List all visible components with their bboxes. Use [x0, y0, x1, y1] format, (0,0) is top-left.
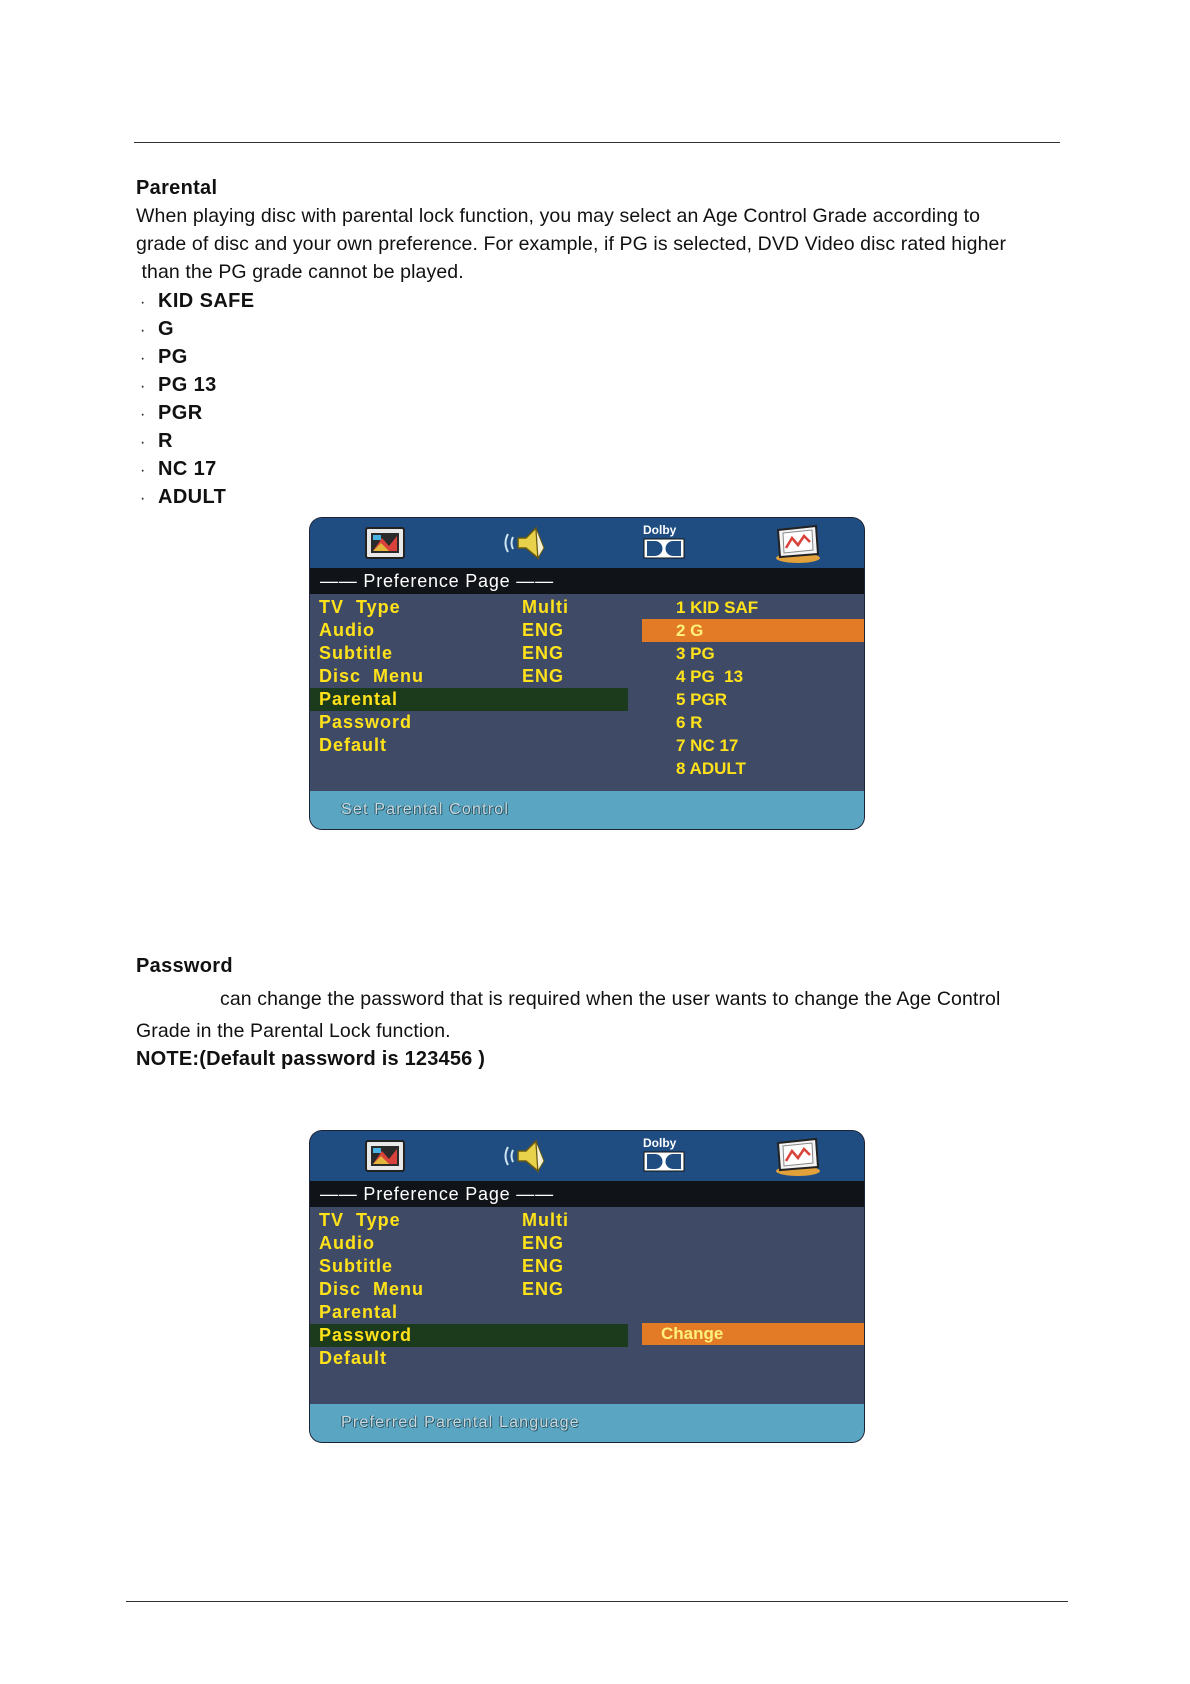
menu-item-label: Subtitle — [319, 1256, 393, 1276]
menu-item-label: TV Type — [319, 597, 401, 617]
menu-item-value: ENG — [522, 1279, 565, 1299]
grade-option-label: 3 PG — [676, 644, 715, 663]
menu-item-label: Disc Menu — [319, 1279, 425, 1299]
menu-item-label: Password — [319, 712, 413, 732]
menu-item-label: Subtitle — [319, 643, 393, 663]
grade-option-label: 8 ADULT — [676, 759, 746, 778]
grade-option-pg13[interactable] — [642, 665, 864, 688]
parental-menu-screenshot — [310, 518, 864, 829]
menu-item-label: Parental — [319, 1302, 399, 1322]
description-line: grade of disc and your own preference. For example, if PG is selected, DVD Video disc rated higher — [136, 233, 1007, 255]
menu-item-audio[interactable] — [310, 1232, 864, 1255]
menu-item-parental[interactable] — [310, 1301, 864, 1324]
grade-option-label: 5 PGR — [676, 690, 728, 709]
parental-heading: Parental — [136, 177, 218, 199]
menu-page-title: —— Preference Page —— — [310, 568, 864, 594]
grade-option-label: 1 KID SAF — [676, 598, 759, 617]
menu-item-label: Default — [319, 735, 388, 755]
menu-item-label: Parental — [319, 689, 399, 709]
default-password-note: NOTE:(Default password is 123456 ) — [136, 1048, 486, 1070]
menu-status-bar: Preferred Parental Language — [310, 1404, 864, 1442]
grade-option-nc17[interactable] — [642, 734, 864, 757]
grade-option-kid-safe[interactable] — [642, 596, 864, 619]
dolby-icon[interactable] — [642, 1136, 690, 1179]
grade-option-label: 2 G — [676, 621, 704, 640]
grade-option-pg[interactable] — [642, 642, 864, 665]
preference-icon[interactable] — [772, 1137, 824, 1182]
menu-item-value: Multi — [522, 1210, 569, 1230]
menu-item-label: Default — [319, 1348, 388, 1368]
grade-option-adult[interactable] — [642, 757, 864, 780]
grade-option-label: 6 R — [676, 713, 703, 732]
grade-item: · PG 13 — [140, 374, 217, 396]
grade-option-label: 7 NC 17 — [676, 736, 739, 755]
menu-item-disc-menu[interactable] — [310, 1278, 864, 1301]
menu-icon-bar — [310, 1131, 864, 1181]
menu-item-subtitle[interactable] — [310, 1255, 864, 1278]
dolby-label: Dolby — [643, 523, 677, 537]
description-line: can change the password that is required when the user wants to change the Age Control — [220, 988, 1001, 1010]
grade-option-g[interactable] — [642, 619, 864, 642]
grade-item: · PGR — [140, 402, 203, 424]
menu-item-value: ENG — [522, 643, 565, 663]
description-line: than the PG grade cannot be played. — [136, 261, 464, 283]
tv-icon[interactable] — [362, 1137, 408, 1180]
menu-page-title: —— Preference Page —— — [310, 1181, 864, 1207]
grade-item: · R — [140, 430, 173, 452]
menu-item-label: Disc Menu — [319, 666, 425, 686]
grade-item: · KID SAFE — [140, 290, 255, 312]
menu-item-value: ENG — [522, 666, 565, 686]
menu-item-label: Audio — [319, 620, 375, 640]
menu-status-bar: Set Parental Control — [310, 791, 864, 829]
password-heading: Password — [136, 955, 233, 977]
grade-item: · NC 17 — [140, 458, 217, 480]
menu-item-label: Audio — [319, 1233, 375, 1253]
menu-icon-bar — [310, 518, 864, 568]
menu-item-label: Password — [319, 1325, 413, 1345]
description-line: When playing disc with parental lock function, you may select an Age Control Grade according to — [136, 205, 981, 227]
menu-item-value: Multi — [522, 597, 569, 617]
tv-icon[interactable] — [362, 524, 408, 567]
menu-item-tv-type[interactable] — [310, 1209, 864, 1232]
password-description — [136, 983, 1086, 1047]
menu-item-label: TV Type — [319, 1210, 401, 1230]
grade-item: · PG — [140, 346, 188, 368]
grade-option-pgr[interactable] — [642, 688, 864, 711]
menu-item-value: ENG — [522, 1256, 565, 1276]
password-menu-screenshot — [310, 1131, 864, 1442]
preference-icon[interactable] — [772, 524, 824, 569]
grade-item: · G — [140, 318, 174, 340]
menu-item-default[interactable] — [310, 1347, 864, 1370]
description-line: Grade in the Parental Lock function. — [136, 1020, 451, 1042]
grade-option-label: 4 PG 13 — [676, 667, 744, 686]
speaker-icon[interactable] — [500, 1137, 548, 1180]
menu-item-value: ENG — [522, 1233, 565, 1253]
grade-option-r[interactable] — [642, 711, 864, 734]
dolby-label: Dolby — [643, 1136, 677, 1150]
bottom-rule — [126, 1601, 1068, 1602]
change-password-option[interactable] — [642, 1323, 864, 1345]
menu-item-value: ENG — [522, 620, 565, 640]
parental-description — [136, 202, 1086, 286]
grade-item: · ADULT — [140, 486, 227, 508]
top-rule — [134, 142, 1060, 143]
grade-list — [140, 287, 255, 511]
speaker-icon[interactable] — [500, 524, 548, 567]
dolby-icon[interactable] — [642, 523, 690, 566]
change-option-label: Change — [661, 1324, 724, 1343]
